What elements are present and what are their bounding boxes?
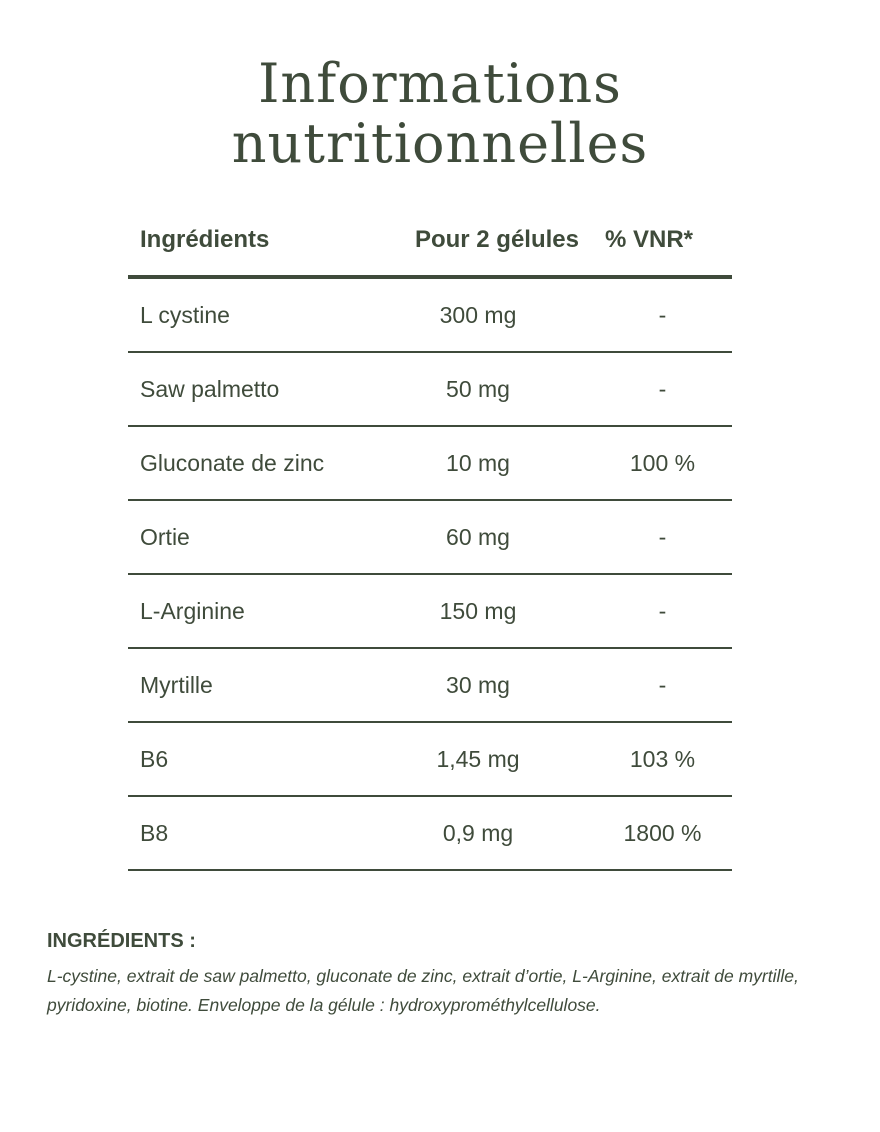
table-row [128, 649, 732, 723]
cell-vnr: - [658, 301, 667, 328]
cell-ingredient: Ortie [140, 523, 190, 550]
cell-amount: 150 mg [439, 597, 517, 624]
page-title-line-1: Informations [258, 52, 622, 115]
cell-vnr: 100 % [629, 449, 696, 476]
cell-ingredient: L-Arginine [140, 597, 245, 624]
ingredients-text: L-cystine, extrait de saw palmetto, gluconate de zinc, extrait d’ortie, L-Arginine, extrait de myrtille, pyridoxine, biotine. Enveloppe de la gélule : hydroxyprométhylcellulose. [47, 966, 799, 1015]
table-row [128, 353, 732, 427]
cell-amount: 0,9 mg [442, 819, 514, 846]
cell-ingredient: Saw palmetto [140, 375, 280, 402]
table-row [128, 575, 732, 649]
cell-vnr: - [658, 375, 667, 402]
cell-vnr: - [658, 671, 667, 698]
page-title-line-2: nutritionnelles [231, 112, 649, 175]
cell-amount: 60 mg [446, 523, 510, 550]
header-amount: Pour 2 gélules [414, 226, 579, 253]
table-header-row [128, 205, 732, 279]
cell-ingredient: L cystine [140, 301, 230, 328]
cell-amount: 30 mg [446, 671, 510, 698]
page-title [0, 54, 880, 174]
ingredients-heading: INGRÉDIENTS : [47, 930, 196, 952]
cell-ingredient: B8 [140, 819, 169, 846]
cell-vnr: - [658, 523, 667, 550]
table-row [128, 723, 732, 797]
cell-amount: 300 mg [439, 301, 517, 328]
table-row [128, 279, 732, 353]
table-row [128, 797, 732, 871]
nutrition-table [128, 205, 732, 871]
cell-amount: 1,45 mg [436, 745, 520, 772]
header-ingredients: Ingrédients [140, 226, 270, 253]
cell-ingredient: Myrtille [140, 671, 213, 698]
header-vnr: % VNR* [605, 226, 694, 253]
cell-vnr: 103 % [629, 745, 696, 772]
cell-amount: 10 mg [446, 449, 510, 476]
cell-ingredient: Gluconate de zinc [140, 449, 325, 476]
cell-ingredient: B6 [140, 745, 169, 772]
cell-vnr: 1800 % [623, 819, 702, 846]
table-row [128, 427, 732, 501]
table-row [128, 501, 732, 575]
cell-amount: 50 mg [446, 375, 510, 402]
cell-vnr: - [658, 597, 667, 624]
